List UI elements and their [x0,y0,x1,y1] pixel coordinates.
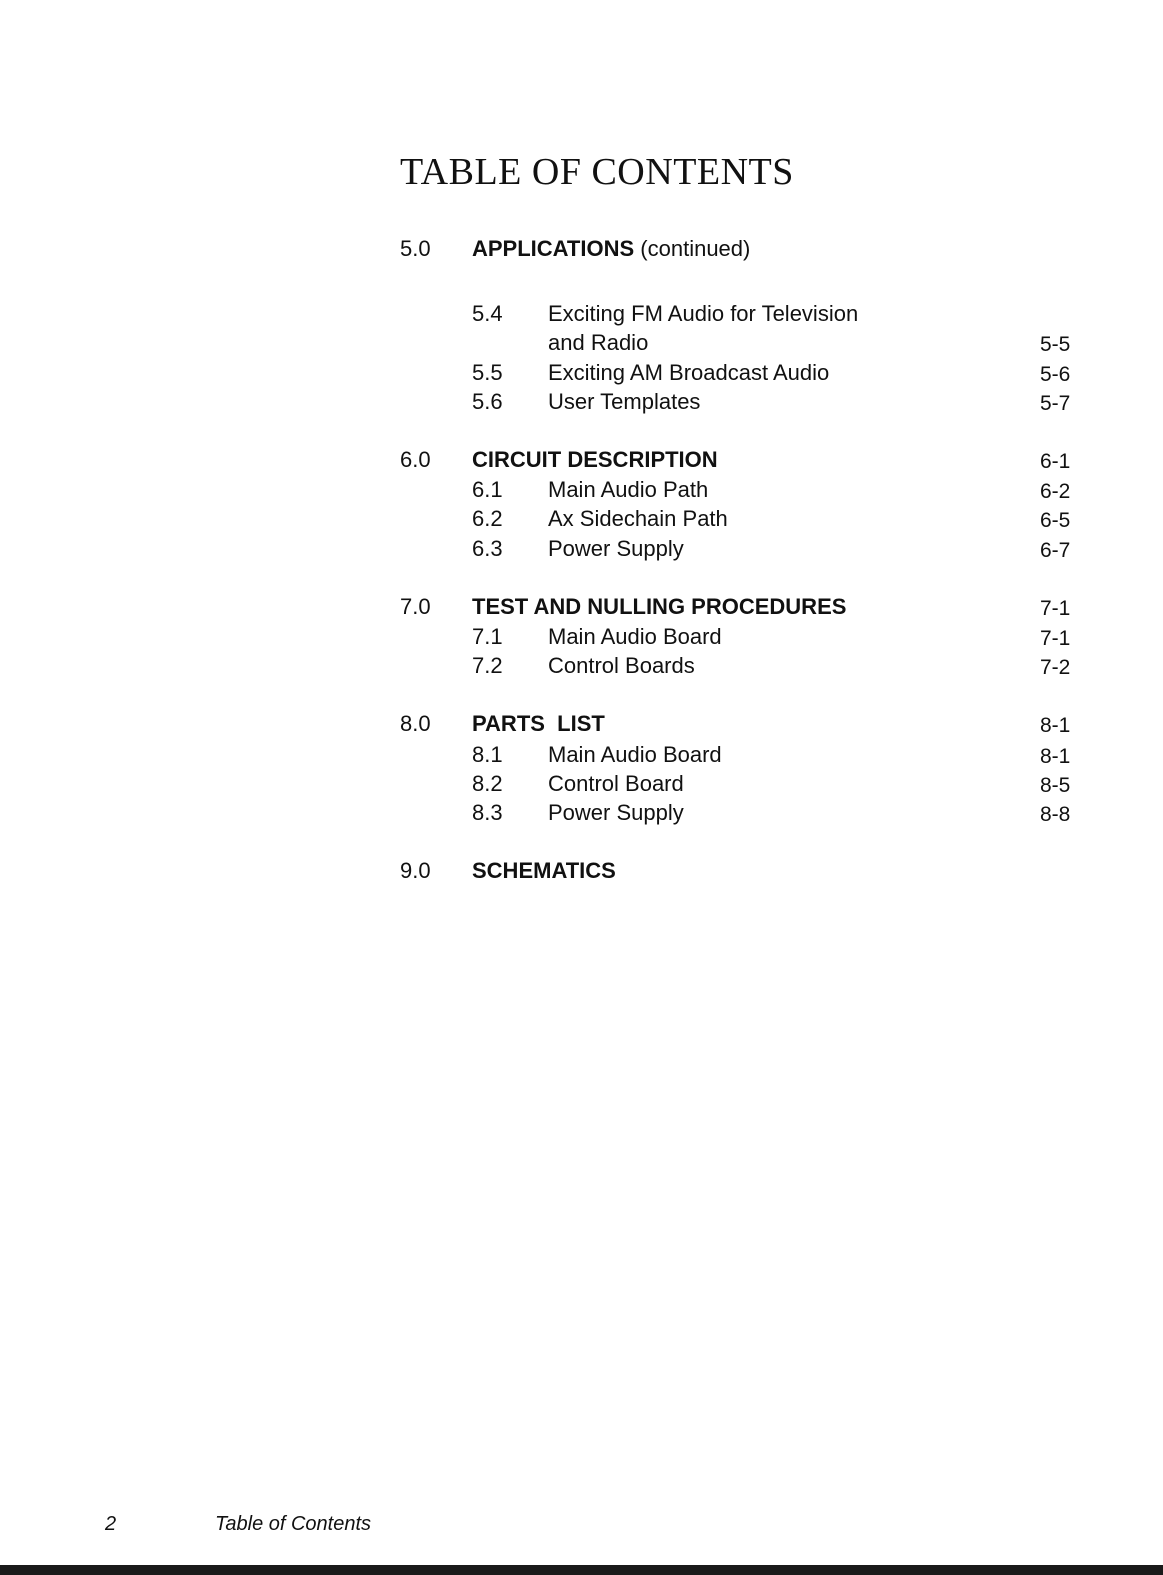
section-title: SCHEMATICS [472,858,616,883]
item-page: 5-5 [1040,333,1071,356]
item-title: Power Supply [548,536,684,561]
item-number: 5.5 [472,360,503,385]
item-title: User Templates [548,389,701,414]
section-page: 7-1 [1040,597,1071,620]
item-title: Main Audio Board [548,742,722,767]
item-page: 7-2 [1040,656,1071,679]
item-number: 5.6 [472,389,503,414]
item-page: 8-8 [1040,803,1071,826]
item-number: 8.3 [472,800,503,825]
section-number: 6.0 [400,447,431,472]
section-title: APPLICATIONS (continued) [472,236,751,261]
item-page: 5-7 [1040,392,1071,415]
section-title: TEST AND NULLING PROCEDURES [472,594,847,619]
section-title: PARTS LIST [472,711,605,736]
item-page: 6-2 [1040,480,1071,503]
item-title: Ax Sidechain Path [548,506,728,531]
item-page: 8-5 [1040,774,1071,797]
item-number: 6.1 [472,477,503,502]
item-number: 6.3 [472,536,503,561]
section-number: 8.0 [400,711,431,736]
bottom-rule [0,1565,1163,1575]
section-page: 8-1 [1040,714,1071,737]
section-title-suffix: (continued) [640,236,751,261]
item-title: Exciting FM Audio for Television [548,301,859,326]
item-number: 8.2 [472,771,503,796]
item-title: Control Board [548,771,684,796]
item-page: 6-7 [1040,539,1071,562]
item-title: Main Audio Board [548,624,722,649]
section-number: 5.0 [400,236,431,261]
item-page: 8-1 [1040,745,1071,768]
item-number: 8.1 [472,742,503,767]
section-number: 9.0 [400,858,431,883]
section-page: 6-1 [1040,450,1071,473]
footer-page-number: 2 [105,1513,117,1535]
item-number: 7.1 [472,624,503,649]
section-title: CIRCUIT DESCRIPTION [472,447,718,472]
item-number: 5.4 [472,301,503,326]
item-number: 7.2 [472,653,503,678]
item-page: 7-1 [1040,627,1071,650]
item-title-line2: and Radio [548,330,649,355]
item-title: Exciting AM Broadcast Audio [548,360,830,385]
item-page: 6-5 [1040,509,1071,532]
item-number: 6.2 [472,506,503,531]
page-title: TABLE OF CONTENTS [400,151,794,193]
item-title: Control Boards [548,653,695,678]
item-title: Main Audio Path [548,477,709,502]
section-number: 7.0 [400,594,431,619]
item-title: Power Supply [548,800,684,825]
footer-label: Table of Contents [215,1513,372,1535]
item-page: 5-6 [1040,363,1071,386]
